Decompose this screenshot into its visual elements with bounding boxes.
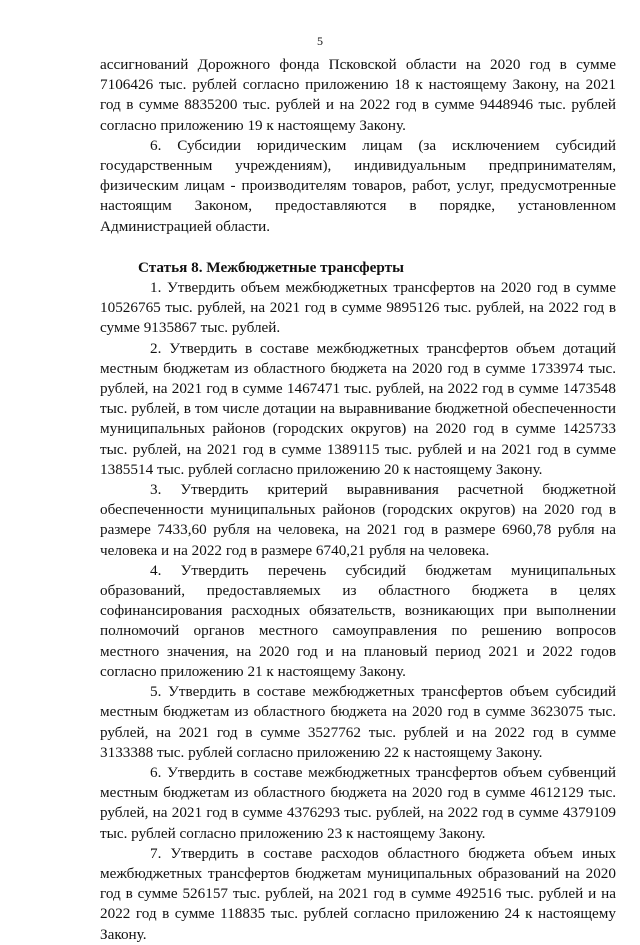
article-heading: Статья 8. Межбюджетные трансферты — [138, 258, 404, 276]
paragraph-3: 3. Утвердить критерий выравнивания расчетной бюджетной обеспеченности муниципальных районов (городских округов) на 2020 год в размере 7433,60 рубля на человека, на 2021 год в размере 6960,78 рубля на человека и на 2022 год в размере 6740,21 рубля на человека. — [100, 481, 616, 559]
paragraph-6: 6. Утвердить в составе межбюджетных трансфертов объем субвенций местным бюджетам из областного бюджета на 2020 год в сумме 4612129 тыс. рублей, на 2021 год в сумме 4376293 тыс. рублей, на 2022 год в сумме 4379109 тыс. рублей согласно приложению 23 к настоящему Закону. — [100, 763, 616, 842]
spacer — [100, 237, 616, 258]
paragraph-6-subsidii: 6. Субсидии юридическим лицам (за исключением субсидий государственным учреждениям), индивидуальным предпринимателям, физическим лицам - производителям товаров, работ, услуг, предусмотренные настоящим Законом, предоставляются в порядке, установленном Администрацией области. — [100, 136, 616, 235]
page-number: 5 — [317, 34, 323, 48]
document-body — [100, 55, 616, 945]
paragraph-5: 5. Утвердить в составе межбюджетных трансфертов объем субсидий местным бюджетам из областного бюджета на 2020 год в сумме 3623075 тыс. рублей, на 2021 год в сумме 3527762 тыс. рублей и на 2022 год в сумме 3133388 тыс. рублей согласно приложению 22 к настоящему Закону. — [100, 683, 616, 761]
paragraph-4: 4. Утвердить перечень субсидий бюджетам муниципальных образований, предоставляемых из областного бюджета в целях софинансирования расходных обязательств, возникающих при выполнении полномочий органов местного самоуправления по решению вопросов местного значения, на 2020 год и на плановый период 2021 и 2022 годов согласно приложению 21 к настоящему Закону. — [100, 561, 616, 680]
paragraph-7: 7. Утвердить в составе расходов областного бюджета объем иных межбюджетных трансфертов бюджетам муниципальных образований на 2020 год в сумме 526157 тыс. рублей, на 2021 год в сумме 492516 тыс. рублей и на 2022 год в сумме 118835 тыс. рублей согласно приложению 24 к настоящему Закону. — [100, 844, 616, 943]
paragraph-2: 2. Утвердить в составе межбюджетных трансфертов объем дотаций местным бюджетам из областного бюджета на 2020 год в сумме 1733974 тыс. рублей, на 2021 год в сумме 1467471 тыс. рублей, на 2022 год в сумме 1473548 тыс. рублей, в том числе дотации на выравнивание бюджетной обеспеченности муниципальных районов (городских округов) на 2020 год в сумме 1425733 тыс. рублей, на 2021 год в сумме 1389115 тыс. рублей и на 2021 год в сумме 1385514 тыс. рублей согласно приложению 20 к настоящему Закону. — [100, 339, 616, 478]
paragraph-1: 1. Утвердить объем межбюджетных трансфертов на 2020 год в сумме 10526765 тыс. рублей, на 2021 год в сумме 9895126 тыс. рублей, на 2022 год в сумме 9135867 тыс. рублей. — [100, 279, 616, 337]
paragraph-dorozhny-fond: ассигнований Дорожного фонда Псковской области на 2020 год в сумме 7106426 тыс. рублей согласно приложению 18 к настоящему Закону, на 2021 год в сумме 8835200 тыс. рублей и на 2022 год в сумме 9448946 тыс. рублей согласно приложению 19 к настоящему Закону. — [100, 56, 616, 134]
